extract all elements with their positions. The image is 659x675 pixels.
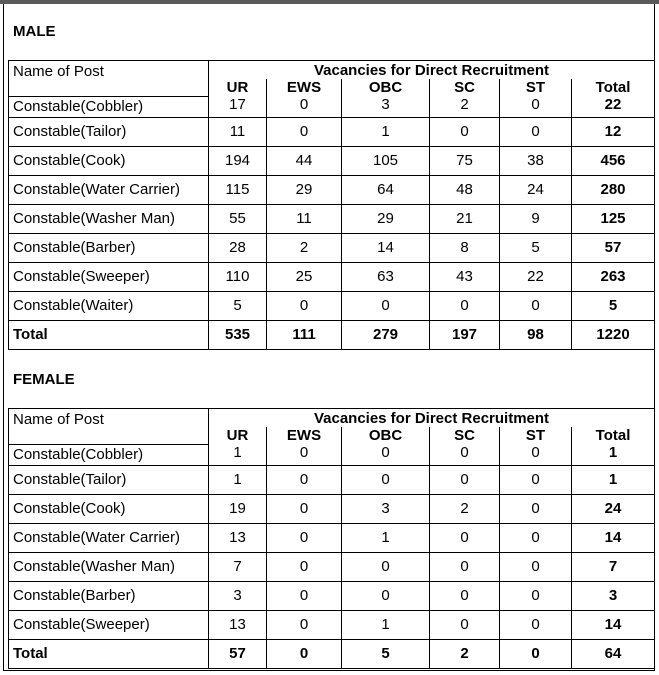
header-row xyxy=(9,61,655,80)
value-sc: 48 xyxy=(430,175,500,204)
value-sc: 0 xyxy=(430,444,500,465)
value-ews: 0 xyxy=(267,444,342,465)
value-obc: 3 xyxy=(342,494,430,523)
table-row xyxy=(9,204,655,233)
value-ews: 0 xyxy=(267,581,342,610)
post-name: Constable(Sweeper) xyxy=(9,610,209,639)
value-st: 0 xyxy=(500,494,572,523)
total-row xyxy=(9,639,655,668)
value-total: 263 xyxy=(572,262,655,291)
post-name: Constable(Tailor) xyxy=(9,117,209,146)
value-obc: 29 xyxy=(342,204,430,233)
value-sc: 21 xyxy=(430,204,500,233)
value-obc: 14 xyxy=(342,233,430,262)
table-row xyxy=(9,96,655,117)
total-total: 1220 xyxy=(572,320,655,349)
table-row xyxy=(9,494,655,523)
value-st: 0 xyxy=(500,291,572,320)
total-ur: 535 xyxy=(209,320,267,349)
value-total: 22 xyxy=(572,96,655,117)
value-st: 0 xyxy=(500,610,572,639)
value-total: 5 xyxy=(572,291,655,320)
total-sc: 197 xyxy=(430,320,500,349)
value-ews: 0 xyxy=(267,523,342,552)
value-total: 125 xyxy=(572,204,655,233)
header-row xyxy=(9,409,655,428)
column-header-ews: EWS xyxy=(267,427,342,444)
value-total: 456 xyxy=(572,146,655,175)
total-row xyxy=(9,320,655,349)
table-row xyxy=(9,262,655,291)
value-ur: 19 xyxy=(209,494,267,523)
value-ur: 55 xyxy=(209,204,267,233)
value-sc: 8 xyxy=(430,233,500,262)
total-ews: 0 xyxy=(267,639,342,668)
value-sc: 0 xyxy=(430,610,500,639)
post-name: Constable(Tailor) xyxy=(9,465,209,494)
value-sc: 2 xyxy=(430,494,500,523)
post-name: Constable(Cobbler) xyxy=(9,444,209,465)
value-ur: 17 xyxy=(209,96,267,117)
post-name: Constable(Barber) xyxy=(9,581,209,610)
table-row xyxy=(9,523,655,552)
post-name: Constable(Barber) xyxy=(9,233,209,262)
value-obc: 63 xyxy=(342,262,430,291)
value-total: 280 xyxy=(572,175,655,204)
column-header-ur: UR xyxy=(209,79,267,96)
value-sc: 0 xyxy=(430,552,500,581)
value-total: 7 xyxy=(572,552,655,581)
table-row xyxy=(9,291,655,320)
value-ews: 44 xyxy=(267,146,342,175)
value-obc: 64 xyxy=(342,175,430,204)
post-name: Constable(Sweeper) xyxy=(9,262,209,291)
value-st: 0 xyxy=(500,117,572,146)
total-st: 98 xyxy=(500,320,572,349)
value-ur: 3 xyxy=(209,581,267,610)
value-ews: 0 xyxy=(267,117,342,146)
value-obc: 105 xyxy=(342,146,430,175)
table-row xyxy=(9,175,655,204)
value-ews: 0 xyxy=(267,96,342,117)
total-st: 0 xyxy=(500,639,572,668)
total-obc: 279 xyxy=(342,320,430,349)
column-header-ur: UR xyxy=(209,427,267,444)
male-vacancy-table xyxy=(8,60,655,350)
male-section-title: MALE xyxy=(13,23,56,40)
value-st: 22 xyxy=(500,262,572,291)
total-label: Total xyxy=(9,320,209,349)
vacancies-group-header: Vacancies for Direct Recruitment xyxy=(209,61,655,80)
value-ews: 25 xyxy=(267,262,342,291)
value-sc: 0 xyxy=(430,117,500,146)
value-total: 1 xyxy=(572,444,655,465)
post-name: Constable(Washer Man) xyxy=(9,552,209,581)
value-ur: 1 xyxy=(209,465,267,494)
post-name: Constable(Water Carrier) xyxy=(9,523,209,552)
value-ews: 29 xyxy=(267,175,342,204)
table-row xyxy=(9,444,655,465)
value-sc: 0 xyxy=(430,465,500,494)
column-header-sc: SC xyxy=(430,427,500,444)
column-header-st: ST xyxy=(500,427,572,444)
column-header-st: ST xyxy=(500,79,572,96)
table-row xyxy=(9,146,655,175)
value-ur: 110 xyxy=(209,262,267,291)
value-sc: 0 xyxy=(430,523,500,552)
value-st: 0 xyxy=(500,581,572,610)
vacancies-group-header: Vacancies for Direct Recruitment xyxy=(209,409,655,428)
value-ews: 0 xyxy=(267,610,342,639)
value-st: 0 xyxy=(500,465,572,494)
value-obc: 1 xyxy=(342,117,430,146)
value-sc: 0 xyxy=(430,581,500,610)
value-obc: 0 xyxy=(342,581,430,610)
table-row xyxy=(9,552,655,581)
value-total: 24 xyxy=(572,494,655,523)
value-obc: 0 xyxy=(342,465,430,494)
value-st: 5 xyxy=(500,233,572,262)
value-ur: 13 xyxy=(209,610,267,639)
value-ews: 0 xyxy=(267,552,342,581)
value-total: 1 xyxy=(572,465,655,494)
value-st: 9 xyxy=(500,204,572,233)
female-vacancy-table xyxy=(8,408,655,669)
value-st: 0 xyxy=(500,523,572,552)
total-sc: 2 xyxy=(430,639,500,668)
post-name: Constable(Cook) xyxy=(9,494,209,523)
value-obc: 3 xyxy=(342,96,430,117)
value-ews: 0 xyxy=(267,494,342,523)
value-st: 24 xyxy=(500,175,572,204)
value-sc: 75 xyxy=(430,146,500,175)
total-label: Total xyxy=(9,639,209,668)
value-obc: 0 xyxy=(342,291,430,320)
post-name: Constable(Cobbler) xyxy=(9,96,209,117)
column-header-obc: OBC xyxy=(342,427,430,444)
value-ur: 194 xyxy=(209,146,267,175)
value-ur: 1 xyxy=(209,444,267,465)
table-row xyxy=(9,581,655,610)
column-header-total: Total xyxy=(572,427,655,444)
value-ur: 11 xyxy=(209,117,267,146)
value-sc: 2 xyxy=(430,96,500,117)
value-ews: 2 xyxy=(267,233,342,262)
value-total: 3 xyxy=(572,581,655,610)
total-ews: 111 xyxy=(267,320,342,349)
value-obc: 1 xyxy=(342,523,430,552)
value-total: 57 xyxy=(572,233,655,262)
female-section-title: FEMALE xyxy=(13,371,75,388)
value-st: 38 xyxy=(500,146,572,175)
value-ews: 0 xyxy=(267,291,342,320)
value-st: 0 xyxy=(500,96,572,117)
column-header-ews: EWS xyxy=(267,79,342,96)
post-name: Constable(Washer Man) xyxy=(9,204,209,233)
value-ur: 13 xyxy=(209,523,267,552)
value-total: 12 xyxy=(572,117,655,146)
post-name: Constable(Water Carrier) xyxy=(9,175,209,204)
total-ur: 57 xyxy=(209,639,267,668)
post-name: Constable(Waiter) xyxy=(9,291,209,320)
total-obc: 5 xyxy=(342,639,430,668)
value-ur: 5 xyxy=(209,291,267,320)
table-row xyxy=(9,465,655,494)
total-total: 64 xyxy=(572,639,655,668)
post-name: Constable(Cook) xyxy=(9,146,209,175)
column-header-sc: SC xyxy=(430,79,500,96)
table-row xyxy=(9,117,655,146)
value-total: 14 xyxy=(572,610,655,639)
value-ur: 115 xyxy=(209,175,267,204)
value-sc: 0 xyxy=(430,291,500,320)
value-ur: 7 xyxy=(209,552,267,581)
value-ews: 11 xyxy=(267,204,342,233)
value-st: 0 xyxy=(500,552,572,581)
name-of-post-header: Name of Post xyxy=(9,61,209,97)
value-obc: 0 xyxy=(342,444,430,465)
table-row xyxy=(9,233,655,262)
value-obc: 0 xyxy=(342,552,430,581)
column-header-total: Total xyxy=(572,79,655,96)
value-total: 14 xyxy=(572,523,655,552)
column-header-obc: OBC xyxy=(342,79,430,96)
value-st: 0 xyxy=(500,444,572,465)
name-of-post-header: Name of Post xyxy=(9,409,209,445)
table-row xyxy=(9,610,655,639)
value-sc: 43 xyxy=(430,262,500,291)
value-ews: 0 xyxy=(267,465,342,494)
value-obc: 1 xyxy=(342,610,430,639)
value-ur: 28 xyxy=(209,233,267,262)
